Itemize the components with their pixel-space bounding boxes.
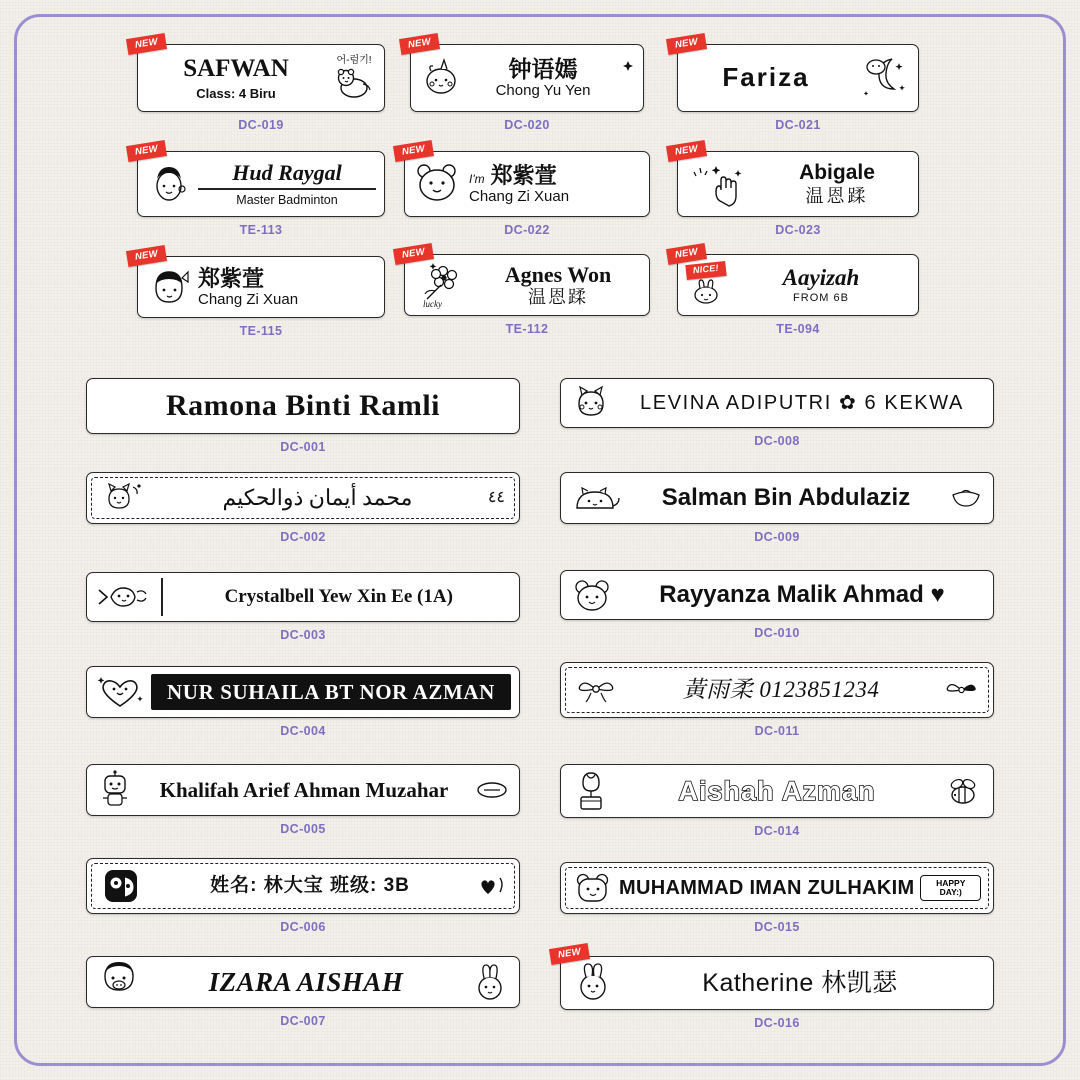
label-name: Aishah Azman	[678, 775, 876, 806]
label-trailing: ٤٤	[487, 488, 505, 506]
new-badge: NEW	[666, 33, 707, 55]
label-code: DC-006	[280, 920, 326, 934]
new-badge: NEW	[126, 33, 167, 55]
label-card-te-113[interactable]	[134, 143, 385, 237]
label-code: DC-022	[504, 223, 550, 237]
label-card-dc-022[interactable]	[401, 143, 650, 237]
label-card-dc-015[interactable]	[560, 862, 994, 934]
nice-badge: NICE!	[685, 260, 726, 279]
unicorn-doodle-icon	[419, 57, 465, 99]
label-code: DC-001	[280, 440, 326, 454]
heart-small-icon	[479, 874, 505, 898]
name-bar	[151, 674, 511, 710]
label-name: Abigale	[799, 161, 875, 185]
cat-loaf-doodle-icon	[571, 482, 623, 514]
label-code: DC-016	[754, 1016, 800, 1030]
cat-face-doodle-icon	[97, 582, 155, 612]
label-card-dc-019[interactable]	[134, 36, 385, 132]
label-code: DC-010	[754, 626, 800, 640]
label-card-dc-023[interactable]	[674, 143, 919, 237]
label-card-dc-014[interactable]	[560, 764, 994, 838]
label-name: MUHAMMAD IMAN ZULHAKIM	[619, 876, 915, 899]
label-code: DC-020	[504, 118, 550, 132]
label-card-dc-005[interactable]	[86, 764, 520, 836]
label-code: DC-019	[238, 118, 284, 132]
label-code: DC-003	[280, 628, 326, 642]
label-card-dc-008[interactable]	[560, 378, 994, 448]
label-card-dc-020[interactable]	[407, 36, 644, 132]
svg-text:lucky: lucky	[423, 299, 442, 309]
label-name: LEVINA ADIPUTRI ✿ 6 KEKWA	[640, 391, 964, 414]
label-code: DC-015	[754, 920, 800, 934]
bear-doodle-icon	[571, 576, 615, 614]
bunny-doodle-icon	[573, 963, 613, 1003]
star-doodle-icon	[621, 57, 635, 99]
label-name: Hud Raygal	[232, 160, 342, 186]
bow-doodle-icon	[943, 676, 979, 704]
label-card-dc-006[interactable]	[86, 858, 520, 934]
label-code: DC-002	[280, 530, 326, 544]
label-subtitle: FROM 6B	[793, 291, 849, 304]
new-badge: NEW	[666, 140, 707, 162]
happy-day-badge: HAPPY DAY:)	[920, 875, 981, 902]
new-badge: NEW	[399, 33, 440, 55]
label-name: 郑紫萱	[198, 265, 265, 291]
girl-face-doodle-icon	[146, 264, 192, 310]
lady-face-doodle-icon	[146, 161, 192, 207]
label-code: DC-023	[775, 223, 821, 237]
label-subtitle: Class: 4 Biru	[196, 85, 276, 101]
label-name: Salman Bin Abdulaziz	[661, 484, 911, 512]
rabbit-doodle-icon	[686, 279, 726, 305]
robot-doodle-icon	[97, 770, 133, 810]
label-name: محمد أيمان ذوالحكيم	[222, 485, 413, 511]
label-name: SAFWAN	[183, 54, 289, 82]
tulip-doodle-icon	[571, 769, 611, 813]
flower-doodle-icon	[413, 257, 469, 313]
new-badge: NEW	[393, 243, 434, 265]
new-badge: NEW	[666, 243, 707, 265]
label-card-te-115[interactable]	[134, 248, 385, 338]
label-name: Fariza	[722, 62, 810, 93]
label-code: TE-112	[505, 322, 549, 336]
label-subtitle: Chong Yu Yen	[495, 82, 591, 100]
label-card-dc-016[interactable]	[557, 946, 994, 1030]
bear-doodle-icon	[573, 869, 613, 907]
bee-doodle-icon	[943, 774, 983, 808]
bear-face-doodle-icon	[413, 159, 463, 209]
label-card-dc-001[interactable]	[86, 378, 520, 454]
new-badge: NEW	[126, 140, 167, 162]
oval-doodle-icon	[475, 778, 509, 802]
ribbon-doodle-icon	[575, 675, 619, 705]
label-name: 郑紫萱	[490, 162, 557, 188]
label-code: DC-021	[775, 118, 821, 132]
cat-doodle-icon	[101, 481, 147, 515]
label-name: Crystalbell Yew Xin Ee (1A)	[224, 586, 453, 608]
label-code: DC-004	[280, 724, 326, 738]
cat-doodle-icon	[571, 384, 615, 422]
heart-doodle-icon	[95, 672, 145, 712]
label-name: Katherine 林凯瑟	[702, 968, 898, 997]
label-code: DC-011	[754, 724, 800, 738]
label-name: NUR SUHAILA BT NOR AZMAN	[167, 679, 495, 704]
label-code: DC-014	[754, 824, 800, 838]
label-code: TE-094	[776, 322, 820, 336]
label-card-dc-010[interactable]	[560, 570, 994, 640]
label-subtitle: Master Badminton	[236, 192, 338, 207]
bear-doodle-icon	[332, 66, 376, 100]
new-badge: NEW	[549, 943, 590, 965]
bowl-doodle-icon	[949, 485, 983, 511]
label-card-dc-007[interactable]	[86, 956, 520, 1028]
label-card-te-112[interactable]	[401, 246, 650, 336]
label-subtitle: 温恩蹂	[805, 186, 869, 207]
label-code: TE-113	[239, 223, 283, 237]
label-code: TE-115	[239, 324, 283, 338]
label-card-dc-002[interactable]	[86, 472, 520, 544]
label-extra: I'm	[469, 171, 485, 186]
label-subtitle: 温恩蹂	[528, 287, 588, 308]
label-name: Agnes Won	[504, 262, 612, 287]
label-name: Rayyanza Malik Ahmad ♥	[659, 581, 945, 609]
label-subtitle: Chang Zi Xuan	[469, 187, 570, 205]
label-card-dc-003[interactable]	[86, 572, 520, 642]
bunny-doodle-icon	[473, 962, 507, 1002]
label-name: Aayizah	[782, 264, 860, 290]
label-card-dc-021[interactable]	[674, 36, 919, 132]
label-card-te-094[interactable]	[674, 246, 919, 336]
label-code: DC-008	[754, 434, 800, 448]
label-name: Ramona Binti Ramli	[165, 389, 441, 423]
new-badge: NEW	[126, 245, 167, 267]
label-code: DC-009	[754, 530, 800, 544]
hand-stars-doodle-icon	[686, 158, 758, 210]
label-extra: 어-럼기!	[336, 54, 372, 66]
label-name: IZARA AISHAH	[208, 966, 404, 997]
label-name: 钟语嫣	[508, 56, 578, 83]
label-code: DC-005	[280, 822, 326, 836]
new-badge: NEW	[393, 140, 434, 162]
cow-doodle-icon	[99, 960, 139, 1004]
label-card-dc-011[interactable]	[560, 662, 994, 738]
label-name: 姓名: 林大宝 班级: 3B	[210, 875, 410, 897]
label-code: DC-007	[280, 1014, 326, 1028]
label-name: Khalifah Arief Ahman Muzahar	[159, 777, 449, 802]
label-name: 黃雨柔 0123851234	[682, 676, 880, 702]
label-card-dc-004[interactable]	[86, 666, 520, 738]
label-subtitle: Chang Zi Xuan	[198, 290, 299, 308]
panda-doodle-icon	[101, 866, 141, 906]
divider	[161, 578, 163, 615]
label-card-dc-009[interactable]	[560, 472, 994, 544]
moon-sheep-doodle-icon	[852, 53, 910, 103]
